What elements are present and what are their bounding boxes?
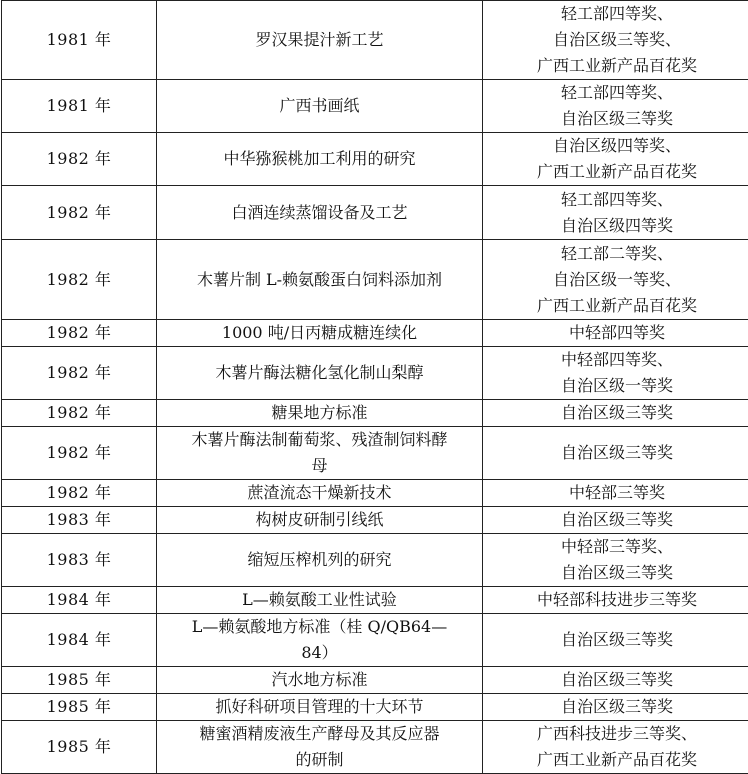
award-cell [483, 614, 748, 667]
award-line: 自治区级三等奖 [487, 627, 747, 653]
project-title-cell [157, 133, 483, 186]
project-title-line: 木薯片酶法糖化氢化制山梨醇 [161, 360, 478, 386]
year-cell [2, 347, 157, 400]
year-text: 1984 年 [47, 630, 112, 649]
year-cell [2, 667, 157, 694]
table-row [2, 480, 748, 507]
table-row [2, 80, 748, 133]
project-title-cell [157, 507, 483, 534]
table-row [2, 240, 748, 320]
year-text: 1983 年 [47, 550, 112, 569]
award-cell [483, 133, 748, 186]
year-cell [2, 534, 157, 587]
award-line: 自治区级三等奖 [487, 667, 747, 693]
award-line: 自治区级一等奖 [487, 373, 747, 399]
award-line: 自治区级四等奖 [487, 213, 747, 239]
year-text: 1985 年 [47, 697, 112, 716]
project-title-line: 84） [161, 640, 478, 666]
award-cell [483, 240, 748, 320]
year-text: 1982 年 [47, 403, 112, 422]
project-title-cell [157, 614, 483, 667]
award-line: 广西科技进步三等奖、 [487, 721, 747, 747]
award-line: 广西工业新产品百花奖 [487, 159, 747, 185]
award-line: 自治区级三等奖 [487, 694, 747, 720]
year-cell [2, 614, 157, 667]
table-row [2, 186, 748, 240]
year-cell [2, 186, 157, 240]
award-line: 自治区级一等奖、 [487, 267, 747, 293]
year-cell [2, 721, 157, 774]
table-row [2, 721, 748, 774]
award-line: 轻工部二等奖、 [487, 241, 747, 267]
award-line: 自治区级三等奖 [487, 560, 747, 586]
year-text: 1981 年 [47, 96, 112, 115]
year-text: 1985 年 [47, 670, 112, 689]
award-cell [483, 347, 748, 400]
project-title-line: 糖蜜酒精废液生产酵母及其反应器 [161, 721, 478, 747]
award-cell [483, 80, 748, 133]
table-row [2, 347, 748, 400]
award-cell [483, 667, 748, 694]
project-title-cell [157, 400, 483, 427]
year-text: 1983 年 [47, 510, 112, 529]
table-row [2, 1, 748, 80]
year-cell [2, 587, 157, 614]
project-title-cell [157, 587, 483, 614]
project-title-line: 木薯片制 L-赖氨酸蛋白饲料添加剂 [161, 267, 478, 293]
year-text: 1982 年 [47, 443, 112, 462]
award-line: 轻工部四等奖、 [487, 80, 747, 106]
award-line: 广西工业新产品百花奖 [487, 293, 747, 319]
award-line: 中轻部三等奖、 [487, 534, 747, 560]
award-line: 自治区级三等奖 [487, 106, 747, 132]
project-title-line: L—赖氨酸地方标准（桂 Q/QB64— [161, 614, 478, 640]
table-row [2, 400, 748, 427]
award-cell [483, 534, 748, 587]
year-cell [2, 694, 157, 721]
project-title-line: 广西书画纸 [161, 93, 478, 119]
award-line: 自治区级三等奖 [487, 440, 747, 466]
project-title-cell [157, 347, 483, 400]
year-cell [2, 240, 157, 320]
project-title-cell [157, 694, 483, 721]
project-title-cell [157, 427, 483, 480]
project-title-cell [157, 1, 483, 80]
project-title-line: 的研制 [161, 747, 478, 773]
award-cell [483, 694, 748, 721]
project-title-cell [157, 534, 483, 587]
project-title-line: 糖果地方标准 [161, 400, 478, 426]
project-title-cell [157, 320, 483, 347]
table-row [2, 320, 748, 347]
project-title-line: 白酒连续蒸馏设备及工艺 [161, 200, 478, 226]
table-row [2, 133, 748, 186]
project-title-line: 母 [161, 453, 478, 479]
award-cell [483, 400, 748, 427]
year-text: 1982 年 [47, 483, 112, 502]
project-title-cell [157, 667, 483, 694]
year-text: 1984 年 [47, 590, 112, 609]
table-row [2, 614, 748, 667]
project-title-line: 抓好科研项目管理的十大环节 [161, 694, 478, 720]
award-cell [483, 587, 748, 614]
table-row [2, 507, 748, 534]
award-line: 中轻部四等奖、 [487, 347, 747, 373]
award-line: 广西工业新产品百花奖 [487, 53, 747, 79]
project-title-line: L—赖氨酸工业性试验 [161, 587, 478, 613]
project-title-line: 中华猕猴桃加工利用的研究 [161, 146, 478, 172]
award-line: 中轻部三等奖 [487, 480, 747, 506]
project-title-line: 蔗渣流态干燥新技术 [161, 480, 478, 506]
award-cell [483, 427, 748, 480]
award-cell [483, 480, 748, 507]
award-cell [483, 721, 748, 774]
award-cell [483, 1, 748, 80]
project-title-line: 构树皮研制引线纸 [161, 507, 478, 533]
project-title-line: 缩短压榨机列的研究 [161, 547, 478, 573]
year-text: 1982 年 [47, 203, 112, 222]
awards-table-body [2, 1, 748, 774]
award-line: 中轻部科技进步三等奖 [487, 587, 747, 613]
year-cell [2, 80, 157, 133]
table-row [2, 534, 748, 587]
year-text: 1982 年 [47, 270, 112, 289]
year-cell [2, 133, 157, 186]
award-cell [483, 186, 748, 240]
table-row [2, 587, 748, 614]
year-cell [2, 1, 157, 80]
awards-table [1, 0, 748, 774]
year-text: 1982 年 [47, 149, 112, 168]
project-title-cell [157, 721, 483, 774]
project-title-cell [157, 80, 483, 133]
project-title-cell [157, 240, 483, 320]
year-cell [2, 427, 157, 480]
year-text: 1982 年 [47, 363, 112, 382]
project-title-cell [157, 186, 483, 240]
year-cell [2, 480, 157, 507]
project-title-cell [157, 480, 483, 507]
year-text: 1985 年 [47, 737, 112, 756]
year-cell [2, 320, 157, 347]
project-title-line: 罗汉果提汁新工艺 [161, 27, 478, 53]
table-row [2, 667, 748, 694]
project-title-line: 木薯片酶法制葡萄浆、残渣制饲料酵 [161, 427, 478, 453]
year-text: 1982 年 [47, 323, 112, 342]
award-cell [483, 507, 748, 534]
year-text: 1981 年 [47, 30, 112, 49]
table-row [2, 427, 748, 480]
award-line: 自治区级三等奖 [487, 507, 747, 533]
year-cell [2, 400, 157, 427]
award-line: 中轻部四等奖 [487, 320, 747, 346]
project-title-line: 1000 吨/日丙糖成糖连续化 [161, 320, 478, 346]
award-line: 自治区级四等奖、 [487, 133, 747, 159]
award-line: 轻工部四等奖、 [487, 1, 747, 27]
project-title-line: 汽水地方标准 [161, 667, 478, 693]
award-line: 自治区级三等奖 [487, 400, 747, 426]
award-line: 轻工部四等奖、 [487, 187, 747, 213]
table-row [2, 694, 748, 721]
award-cell [483, 320, 748, 347]
award-line: 广西工业新产品百花奖 [487, 747, 747, 773]
year-cell [2, 507, 157, 534]
award-line: 自治区级三等奖、 [487, 27, 747, 53]
